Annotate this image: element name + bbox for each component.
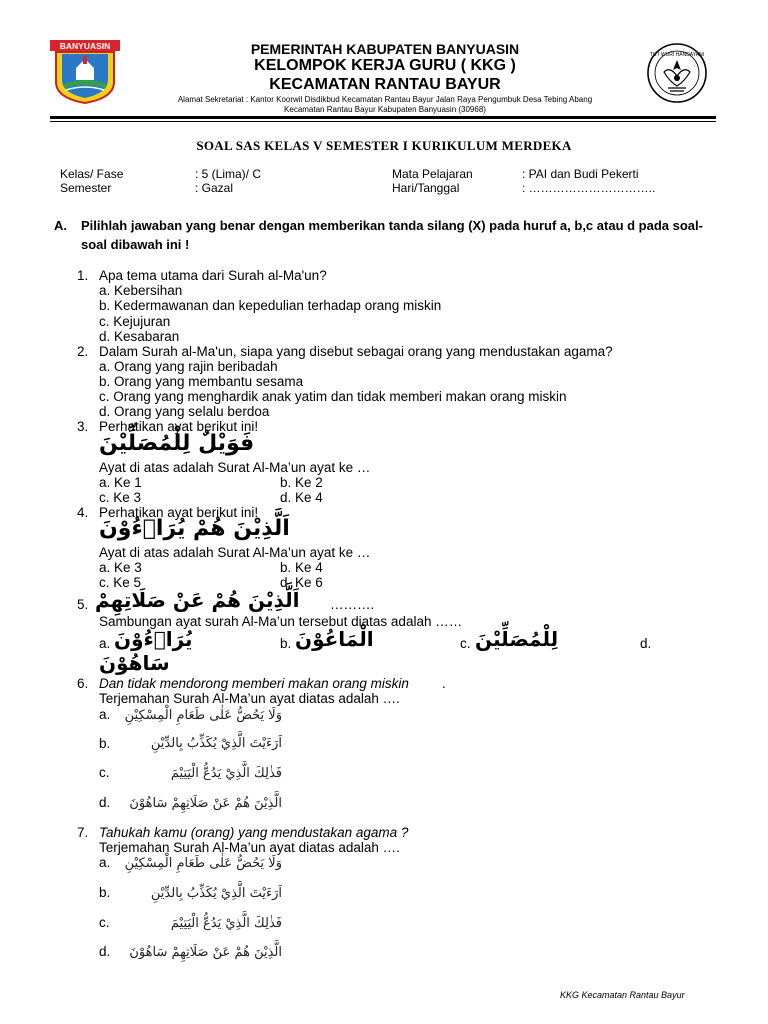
q5-option-b-label[interactable]: b. bbox=[280, 636, 292, 651]
q6-number: 6. bbox=[77, 676, 89, 691]
page-title: SOAL SAS KELAS V SEMESTER I KURIKULUM MERDEKA bbox=[196, 138, 572, 153]
q6-text-period: . bbox=[442, 676, 446, 691]
q7-text: Tahukah kamu (orang) yang mendustakan agama ? bbox=[99, 825, 409, 840]
q6-option-a[interactable]: وَلَا يَحُضُّ عَلٰى طَعَامِ الْمِسْكِيْنِ bbox=[124, 708, 282, 723]
q6-option-d[interactable]: الَّذِيْنَ هُمْ عَنْ صَلَاتِهِمْ سَاهُوْنَ bbox=[129, 796, 282, 811]
q3-option-d[interactable]: d. Ke 4 bbox=[280, 490, 323, 505]
header-line-3: KECAMATAN RANTAU BAYUR bbox=[269, 76, 501, 93]
q3-number: 3. bbox=[77, 419, 89, 434]
hari-value: : ………………………….. bbox=[522, 181, 656, 195]
q4-number: 4. bbox=[77, 505, 89, 520]
q6-option-d-label[interactable]: d. bbox=[99, 795, 111, 810]
q7-option-c[interactable]: فَذٰلِكَ الَّذِيْ يَدُعُّ الْيَتِيْمَ bbox=[170, 916, 282, 931]
q5-option-a-label[interactable]: a. bbox=[99, 636, 111, 651]
q5-arabic-verse: اَلَّذِيْنَ هُمْ عَنْ صَلَاتِهِمْ bbox=[95, 588, 300, 612]
q4-prompt: Ayat di atas adalah Surat Al-Ma’un ayat ke … bbox=[99, 545, 371, 560]
q1-option-a[interactable]: a. Kebersihan bbox=[99, 283, 183, 298]
q4-arabic-verse: اَلَّذِيْنَ هُمْ يُرَاۤءُوْنَ bbox=[99, 516, 290, 541]
q3-arabic-verse: فَوَيْلٌ لِلْمُصَلِّيْنَ bbox=[99, 431, 255, 456]
q2-option-a[interactable]: a. Orang yang rajin beribadah bbox=[99, 359, 278, 374]
q1-number: 1. bbox=[77, 268, 89, 283]
header-line-1: PEMERINTAH KABUPATEN BANYUASIN bbox=[250, 41, 520, 57]
logo-left-text: BANYUASIN bbox=[59, 41, 111, 51]
q7-option-c-label[interactable]: c. bbox=[99, 915, 110, 930]
q7-option-b-label[interactable]: b. bbox=[99, 885, 111, 900]
q6-option-b[interactable]: اَرَءَيْتَ الَّذِيْ يُكَذِّبُ بِالدِّيْنِ bbox=[150, 736, 282, 751]
banyuasin-logo bbox=[50, 40, 120, 104]
mapel-value: : PAI dan Budi Pekerti bbox=[522, 167, 639, 181]
logo-right-text: TUT WURI HANDAYANI bbox=[649, 52, 705, 58]
q3-text: Perhatikan ayat berikut ini! bbox=[99, 419, 259, 434]
q5-prompt: Sambungan ayat surah Al-Ma’un tersebut diatas adalah …… bbox=[99, 614, 463, 629]
q1-option-d[interactable]: d. Kesabaran bbox=[99, 329, 180, 344]
q6-prompt: Terjemahan Surah Al-Ma’un ayat diatas adalah …. bbox=[99, 691, 400, 706]
q4-text: Perhatikan ayat berikut ini! bbox=[99, 505, 259, 520]
q4-option-a[interactable]: a. Ke 3 bbox=[99, 560, 142, 575]
q7-number: 7. bbox=[77, 825, 89, 840]
q4-option-c[interactable]: c. Ke 5 bbox=[99, 575, 142, 590]
q6-option-c[interactable]: فَذٰلِكَ الَّذِيْ يَدُعُّ الْيَتِيْمَ bbox=[170, 766, 282, 781]
q7-option-d-label[interactable]: d. bbox=[99, 944, 111, 959]
semester-label: Semester bbox=[60, 181, 112, 195]
page-footer: KKG Kecamatan Rantau Bayur bbox=[560, 990, 685, 1000]
mapel-label: Mata Pelajaran bbox=[392, 167, 473, 181]
q7-option-b[interactable]: اَرَءَيْتَ الَّذِيْ يُكَذِّبُ بِالدِّيْنِ bbox=[150, 886, 282, 901]
q6-option-b-label[interactable]: b. bbox=[99, 736, 111, 751]
instruction-label: A. bbox=[54, 218, 67, 233]
header-address-2: Kecamatan Rantau Bayur Kabupaten Banyuasin (30968) bbox=[284, 105, 486, 114]
q6-text: Dan tidak mendorong memberi makan orang miskin bbox=[99, 676, 409, 691]
kelas-label: Kelas/ Fase bbox=[60, 167, 124, 181]
header-divider-thick bbox=[50, 116, 716, 119]
q5-dots: ………. bbox=[330, 597, 375, 612]
q6-option-a-label[interactable]: a. bbox=[99, 707, 111, 722]
q5-option-c-label[interactable]: c. bbox=[460, 636, 471, 651]
q2-text: Dalam Surah al-Ma'un, siapa yang disebut sebagai orang yang mendustakan agama? bbox=[99, 344, 613, 359]
q3-option-a[interactable]: a. Ke 1 bbox=[99, 475, 142, 490]
q7-option-a[interactable]: وَلَا يَحُضُّ عَلٰى طَعَامِ الْمِسْكِيْنِ bbox=[124, 856, 282, 871]
q5-option-d[interactable]: سَاهُوْنَ bbox=[99, 651, 170, 675]
hari-label: Hari/Tanggal bbox=[392, 181, 460, 195]
q3-option-b[interactable]: b. Ke 2 bbox=[280, 475, 323, 490]
tut-wuri-handayani-logo bbox=[640, 42, 714, 104]
q2-option-b[interactable]: b. Orang yang membantu sesama bbox=[99, 374, 304, 389]
instruction-text: Pilihlah jawaban yang benar dengan memberikan tanda silang (X) pada huruf a, b,c atau d pada soal-soal dibawah ini ! bbox=[81, 218, 703, 252]
q4-option-d[interactable]: d. Ke 6 bbox=[280, 575, 323, 590]
q7-option-a-label[interactable]: a. bbox=[99, 855, 111, 870]
q7-option-d[interactable]: الَّذِيْنَ هُمْ عَنْ صَلَاتِهِمْ سَاهُوْنَ bbox=[129, 945, 282, 960]
q7-prompt: Terjemahan Surah Al-Ma’un ayat diatas adalah …. bbox=[99, 840, 400, 855]
q5-option-d-label[interactable]: d. bbox=[640, 636, 652, 651]
q5-number: 5. bbox=[77, 597, 89, 612]
header-line-2: KELOMPOK KERJA GURU ( KKG ) bbox=[254, 57, 516, 74]
q3-option-c[interactable]: c. Ke 3 bbox=[99, 490, 142, 505]
q5-option-a[interactable]: يُرَاۤءُوْنَ bbox=[114, 627, 193, 651]
q5-option-b[interactable]: الْمَاعُوْنَ bbox=[295, 627, 374, 651]
kelas-value: : 5 (Lima)/ C bbox=[195, 167, 262, 181]
q1-text: Apa tema utama dari Surah al-Ma'un? bbox=[99, 268, 327, 283]
q4-option-b[interactable]: b. Ke 4 bbox=[280, 560, 323, 575]
q3-prompt: Ayat di atas adalah Surat Al-Ma’un ayat ke … bbox=[99, 460, 371, 475]
q1-option-b[interactable]: b. Kedermawanan dan kepedulian terhadap orang miskin bbox=[99, 298, 442, 313]
q6-option-c-label[interactable]: c. bbox=[99, 765, 110, 780]
q2-option-c[interactable]: c. Orang yang menghardik anak yatim dan tidak memberi makan orang miskin bbox=[99, 389, 567, 404]
header-divider-thin bbox=[50, 121, 716, 122]
q1-option-c[interactable]: c. Kejujuran bbox=[99, 314, 171, 329]
header-address-1: Alamat Sekretariat : Kantor Koorwil Disdikbud Kecamatan Rantau Bayur Jalan Raya Pengumbuk Desa Tebing Abang bbox=[177, 95, 593, 104]
q2-option-d[interactable]: d. Orang yang selalu berdoa bbox=[99, 404, 270, 419]
q2-number: 2. bbox=[77, 344, 89, 359]
semester-value: : Gazal bbox=[195, 181, 234, 195]
q5-option-c[interactable]: لِلْمُصَلِّيْنَ bbox=[475, 627, 559, 651]
